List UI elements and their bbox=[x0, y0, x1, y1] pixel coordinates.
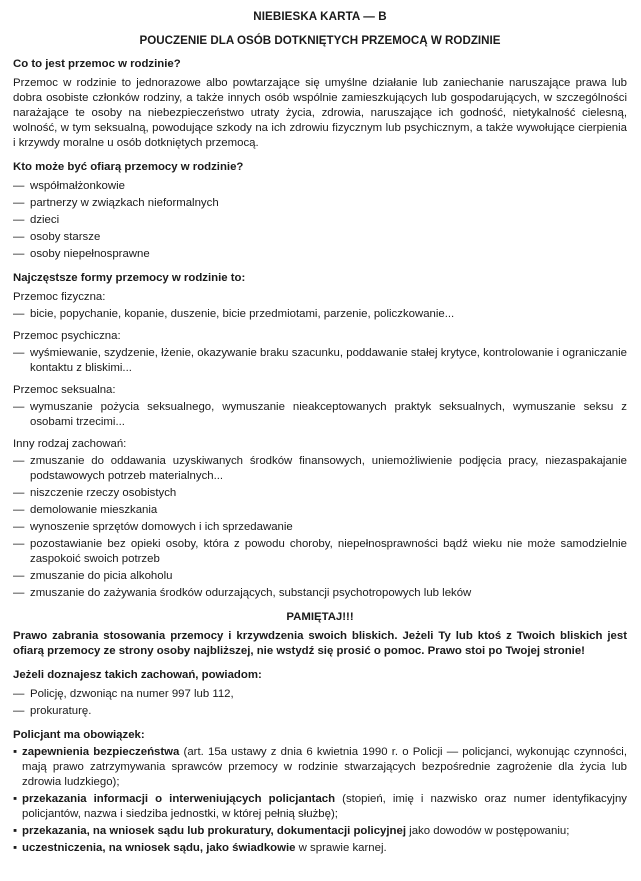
dash-marker: — bbox=[13, 231, 25, 243]
list-item: — osoby starsze bbox=[13, 231, 101, 243]
sexual-violence-list bbox=[13, 400, 627, 430]
square-bullet-icon: ▪ bbox=[13, 746, 18, 758]
form-group-label: Inny rodzaj zachowań: bbox=[13, 438, 127, 450]
square-bullet-icon: ▪ bbox=[13, 793, 18, 805]
victims-heading: Kto może być ofiarą przemocy w rodzinie? bbox=[13, 161, 244, 173]
list-item: — dzieci bbox=[13, 214, 60, 226]
list-item: ▪ zapewnienia bezpieczeństwa (art. 15a ustawy z dnia 6 kwietnia 1990 r. o Policji — policjanci, wykonując czynności, mają prawo zatrzymywania sprawców przemocy w rodzinie stwarzających bezpośrednie zagrożenie dla życia lub zdrowia ludzkiego); bbox=[13, 746, 627, 788]
forms-heading: Najczęstsze formy przemocy w rodzinie to: bbox=[13, 272, 246, 284]
definition-heading: Co to jest przemoc w rodzinie? bbox=[13, 58, 181, 70]
card-title: NIEBIESKA KARTA — B bbox=[253, 10, 387, 23]
remember-text: Prawo zabrania stosowania przemocy i krzywdzenia swoich bliskich. Jeżeli Ty lub ktoś z Twoich bliskich jest ofiarą przemocy ze strony osoby najbliższej, nie wstydź się prosić o pomoc. Prawo stoi po Twojej stronie! bbox=[13, 630, 627, 657]
list-item: — niszczenie rzeczy osobistych bbox=[13, 487, 177, 499]
list-item: — wymuszanie pożycia seksualnego, wymuszanie nieakceptowanych praktyk seksualnych, wymuszanie seksu z osobami trzecimi... bbox=[13, 401, 627, 428]
list-item: — bicie, popychanie, kopanie, duszenie, bicie przedmiotami, parzenie, policzkowanie... bbox=[13, 308, 455, 320]
dash-marker: — bbox=[13, 705, 25, 717]
dash-marker: — bbox=[13, 197, 25, 209]
dash-marker: — bbox=[13, 347, 25, 359]
dash-marker: — bbox=[13, 455, 25, 467]
list-item: ▪ uczestniczenia, na wniosek sądu, jako świadkowie w sprawie karnej. bbox=[13, 842, 387, 854]
dash-marker: — bbox=[13, 214, 25, 226]
list-item: ▪ przekazania, na wniosek sądu lub prokuratury, dokumentacji policyjnej jako dowodów w postępowaniu; bbox=[13, 825, 570, 837]
list-item: — prokuraturę. bbox=[13, 705, 92, 717]
dash-marker: — bbox=[13, 504, 25, 516]
list-item: — zmuszanie do picia alkoholu bbox=[13, 570, 173, 582]
psychological-violence-list bbox=[13, 346, 627, 376]
list-item: — partnerzy w związkach nieformalnych bbox=[13, 197, 219, 209]
physical-violence-list bbox=[13, 307, 627, 322]
list-item: — demolowanie mieszkania bbox=[13, 504, 158, 516]
remember-heading: PAMIĘTAJ!!! bbox=[286, 611, 354, 623]
dash-marker: — bbox=[13, 587, 25, 599]
document-subtitle: POUCZENIE DLA OSÓB DOTKNIĘTYCH PRZEMOCĄ W RODZINIE bbox=[139, 34, 501, 47]
list-item: — pozostawianie bez opieki osoby, która z powodu choroby, niepełnosprawności bądź wieku nie może samodzielnie zaspokoić swoich potrzeb bbox=[13, 538, 627, 565]
police-duties-list bbox=[13, 745, 627, 856]
dash-marker: — bbox=[13, 248, 25, 260]
square-bullet-icon: ▪ bbox=[13, 842, 18, 854]
dash-marker: — bbox=[13, 401, 25, 413]
dash-marker: — bbox=[13, 487, 25, 499]
list-item: — zmuszanie do oddawania uzyskiwanych środków finansowych, uniemożliwienie podjęcia pracy, niezaspakajanie podstawowych potrzeb materialnych... bbox=[13, 455, 627, 482]
form-group-label: Przemoc seksualna: bbox=[13, 384, 116, 396]
dash-marker: — bbox=[13, 688, 25, 700]
other-behaviour-list bbox=[13, 454, 627, 601]
dash-marker: — bbox=[13, 521, 25, 533]
victims-list bbox=[13, 179, 627, 262]
notify-list bbox=[13, 687, 627, 719]
list-item: — wynoszenie sprzętów domowych i ich sprzedawanie bbox=[13, 521, 293, 533]
list-item: — wyśmiewanie, szydzenie, łżenie, okazywanie braku szacunku, poddawanie stałej krytyce, kontrolowanie i ograniczanie kontaktu z bliskimi... bbox=[13, 347, 627, 374]
list-item: — Policję, dzwoniąc na numer 997 lub 112, bbox=[13, 688, 234, 700]
dash-marker: — bbox=[13, 180, 25, 192]
form-group-label: Przemoc psychiczna: bbox=[13, 330, 121, 342]
list-item: ▪ przekazania informacji o interweniujących policjantach (stopień, imię i nazwisko oraz numer identyfikacyjny policjantów, nazwa i siedziba jednostki, w której pełnią służbę); bbox=[13, 793, 627, 820]
dash-marker: — bbox=[13, 570, 25, 582]
form-group-label: Przemoc fizyczna: bbox=[13, 291, 106, 303]
police-duties-heading: Policjant ma obowiązek: bbox=[13, 729, 145, 741]
list-item: — osoby niepełnosprawne bbox=[13, 248, 150, 260]
dash-marker: — bbox=[13, 538, 25, 550]
notify-heading: Jeżeli doznajesz takich zachowań, powiadom: bbox=[13, 669, 262, 681]
square-bullet-icon: ▪ bbox=[13, 825, 18, 837]
definition-text: Przemoc w rodzinie to jednorazowe albo powtarzające się umyślne działanie lub zaniechanie naruszające prawa lub dobra osobiste członków rodziny, a także innych osób wspólnie zamieszkujących lub gospodarujących, w szczególności narażające te osoby na niebezpieczeństwo utraty życia, zdrowia, naruszające ich godność, nietykalność cielesną, wolność, w tym seksualną, powodujące szkody na ich zdrowiu fizycznym lub psychicznym, a także wywołujące cierpienia i krzywdy moralne u osób dotkniętych przemocą. bbox=[13, 77, 627, 149]
dash-marker: — bbox=[13, 308, 25, 320]
list-item: — współmałżonkowie bbox=[13, 180, 125, 192]
list-item: — zmuszanie do zażywania środków odurzających, substancji psychotropowych lub leków bbox=[13, 587, 472, 599]
